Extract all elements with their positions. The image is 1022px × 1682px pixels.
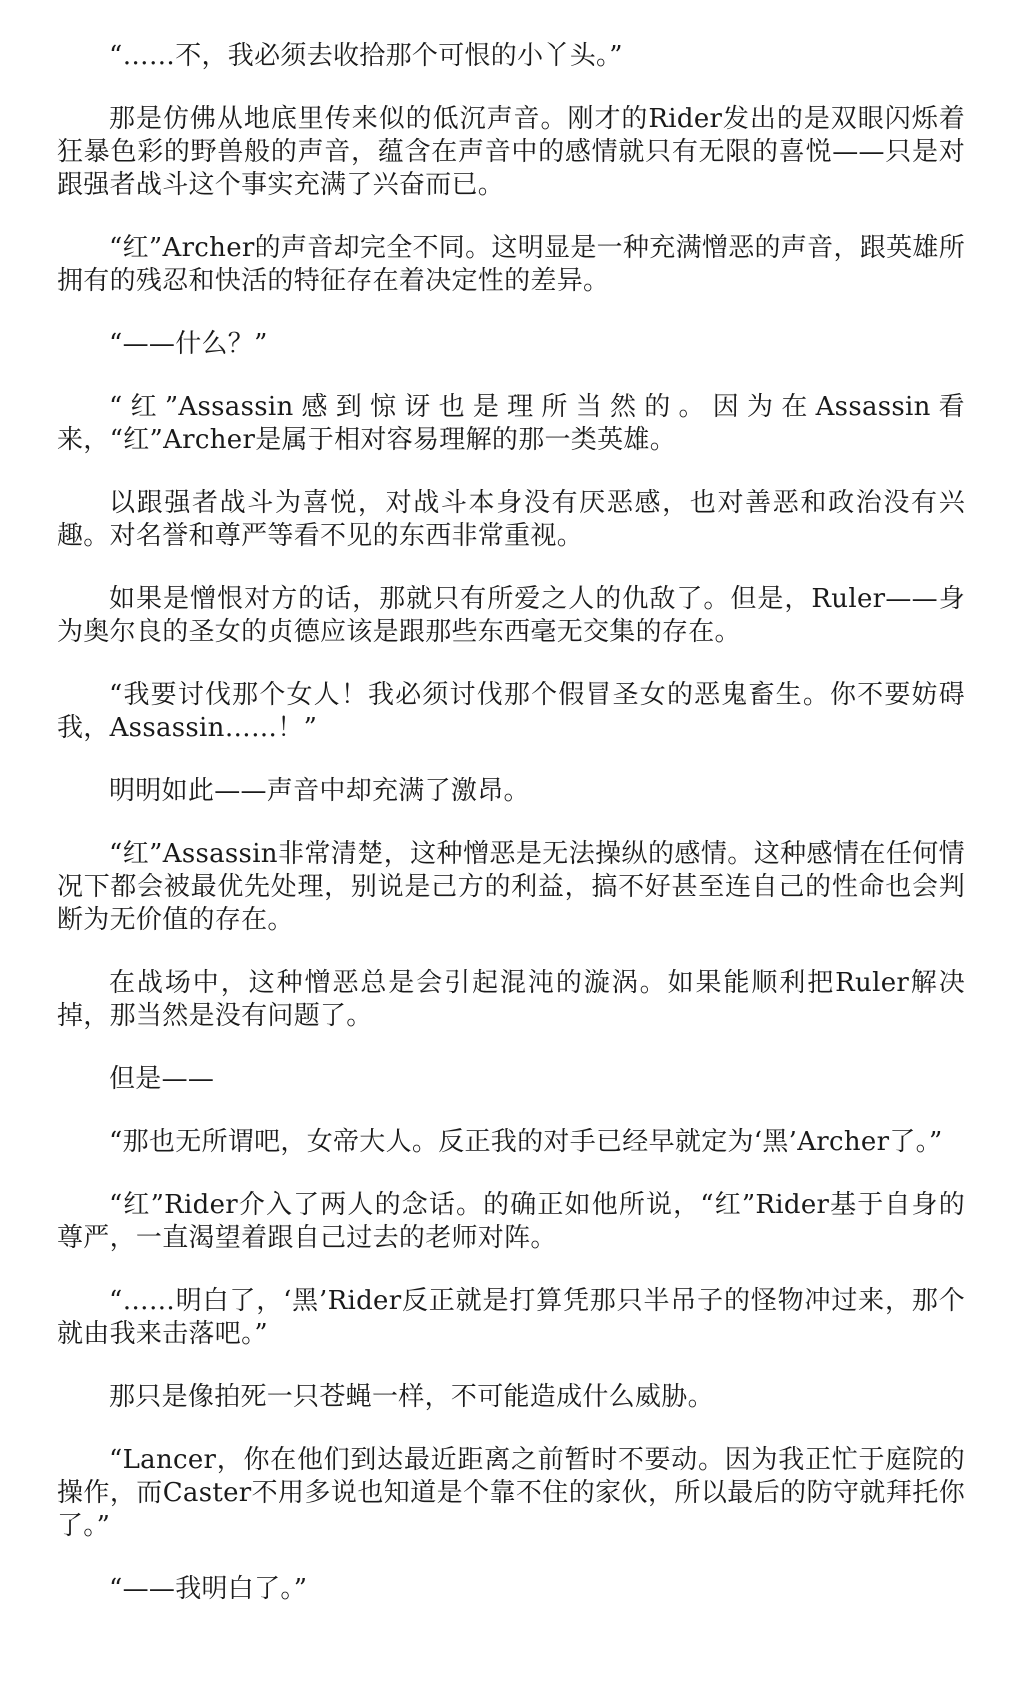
paragraph-9: 明明如此——声音中却充满了激昂。 xyxy=(109,776,530,806)
paragraph-13: “那也无所谓吧，女帝大人。反正我的对手已经早就定为‘黑’Archer了。” xyxy=(109,1127,943,1157)
paragraph-11: 在战场中，这种憎恶总是会引起混沌的漩涡。如果能顺利把Ruler解决掉，那当然是没有问题了。 xyxy=(57,968,965,1031)
paragraph-17: “Lancer，你在他们到达最近距离之前暂时不要动。因为我正忙于庭院的操作，而Caster不用多说也知道是个靠不住的家伙，所以最后的防守就拜托你了。” xyxy=(57,1445,965,1541)
paragraph-3: “红”Archer的声音却完全不同。这明显是一种充满憎恶的声音，跟英雄所拥有的残忍和快活的特征存在着决定性的差异。 xyxy=(57,233,965,296)
paragraph-7: 如果是憎恨对方的话，那就只有所爱之人的仇敌了。但是，Ruler——身为奥尔良的圣女的贞德应该是跟那些东西毫无交集的存在。 xyxy=(57,584,965,647)
paragraph-14: “红”Rider介入了两人的念话。的确正如他所说，“红”Rider基于自身的尊严，一直渴望着跟自己过去的老师对阵。 xyxy=(57,1190,965,1253)
paragraph-5: “红”Assassin感到惊讶也是理所当然的。因为在Assassin看来，“红”Archer是属于相对容易理解的那一类英雄。 xyxy=(57,392,965,455)
paragraph-12: 但是—— xyxy=(109,1064,215,1094)
paragraph-4: “——什么？” xyxy=(109,329,268,359)
paragraph-8: “我要讨伐那个女人！我必须讨伐那个假冒圣女的恶鬼畜生。你不要妨碍我，Assassin……！” xyxy=(57,680,965,743)
paragraph-1: “……不，我必须去收拾那个可恨的小丫头。” xyxy=(109,41,623,71)
paragraph-15: “……明白了，‘黑’Rider反正就是打算凭那只半吊子的怪物冲过来，那个就由我来击落吧。” xyxy=(57,1286,965,1349)
paragraph-2: 那是仿佛从地底里传来似的低沉声音。刚才的Rider发出的是双眼闪烁着狂暴色彩的野兽般的声音，蕴含在声音中的感情就只有无限的喜悦——只是对跟强者战斗这个事实充满了兴奋而已。 xyxy=(57,104,965,200)
paragraph-18: “——我明白了。” xyxy=(109,1574,308,1604)
paragraph-6: 以跟强者战斗为喜悦，对战斗本身没有厌恶感，也对善恶和政治没有兴趣。对名誉和尊严等看不见的东西非常重视。 xyxy=(57,488,965,551)
document-page xyxy=(57,40,965,1636)
paragraph-10: “红”Assassin非常清楚，这种憎恶是无法操纵的感情。这种感情在任何情况下都会被最优先处理，别说是己方的利益，搞不好甚至连自己的性命也会判断为无价值的存在。 xyxy=(57,839,965,935)
paragraph-16: 那只是像拍死一只苍蝇一样，不可能造成什么威胁。 xyxy=(109,1382,714,1412)
